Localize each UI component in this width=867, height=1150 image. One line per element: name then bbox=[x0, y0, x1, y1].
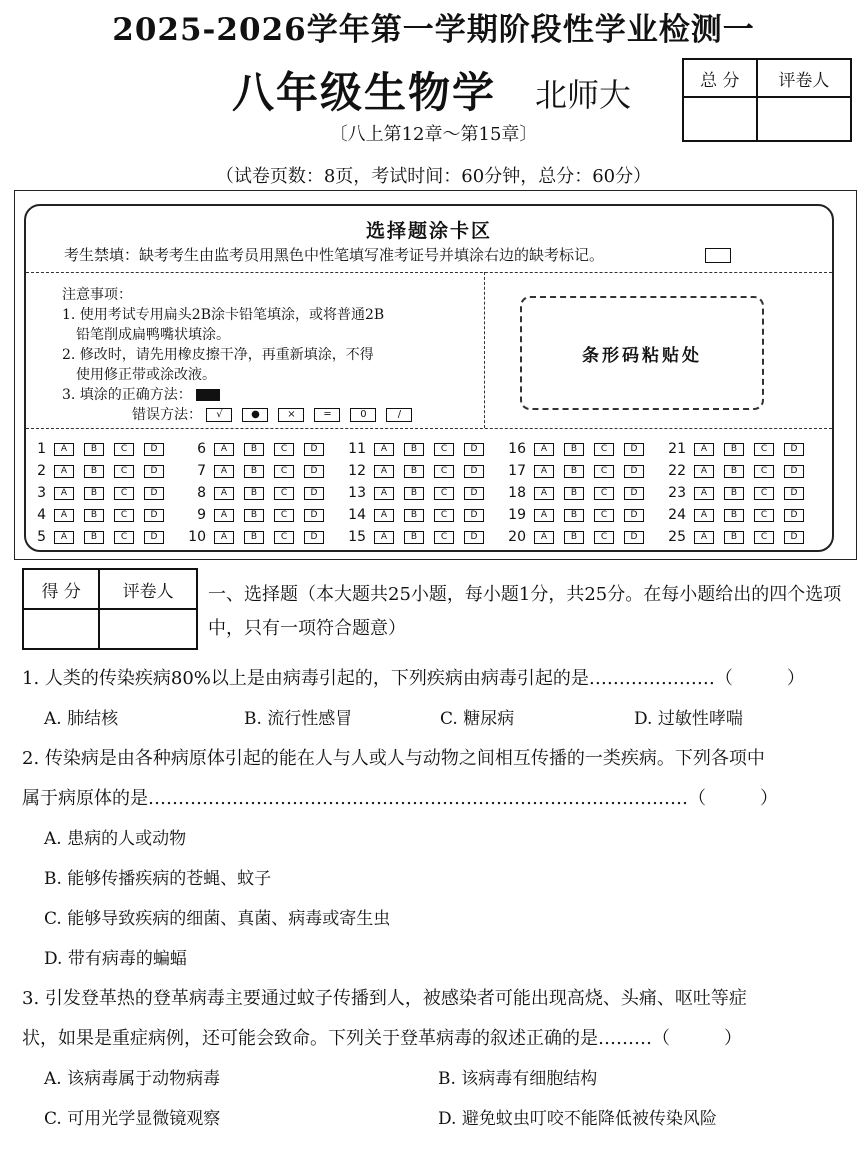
total-score-table bbox=[682, 58, 852, 142]
absent-notice: 考生禁填：缺考考生由监考员用黑色中性笔填写准考证号并填涂右边的缺考标记。 bbox=[64, 246, 605, 264]
q2-option-b[interactable]: B. 能够传播疾病的苍蝇、蚊子 bbox=[44, 869, 272, 889]
bubble-q16-a[interactable]: A bbox=[534, 443, 554, 456]
bubble-q13-c[interactable]: C bbox=[434, 487, 454, 500]
bubble-q19-a[interactable]: A bbox=[534, 509, 554, 522]
bubble-q10-d[interactable]: D bbox=[304, 531, 324, 544]
bubble-q18-d[interactable]: D bbox=[624, 487, 644, 500]
bubble-q13-b[interactable]: B bbox=[404, 487, 424, 500]
section-grader-label: 评卷人 bbox=[99, 569, 197, 609]
bubble-q5-a[interactable]: A bbox=[54, 531, 74, 544]
notes-block bbox=[62, 285, 422, 425]
bubble-q6-d[interactable]: D bbox=[304, 443, 324, 456]
bubble-q1-b[interactable]: B bbox=[84, 443, 104, 456]
bubble-row-q5 bbox=[18, 529, 174, 545]
bubble-q24-c[interactable]: C bbox=[754, 509, 774, 522]
bubble-q4-b[interactable]: B bbox=[84, 509, 104, 522]
bubble-question-number: 6 bbox=[197, 441, 206, 457]
edition-label: 北师大 bbox=[535, 76, 632, 114]
note-line: 铅笔削成扁鸭嘴状填涂。 bbox=[76, 327, 230, 343]
bubble-q17-c[interactable]: C bbox=[594, 465, 614, 478]
bubble-q14-b[interactable]: B bbox=[404, 509, 424, 522]
bubble-row-q18 bbox=[498, 485, 654, 501]
divider-dashed bbox=[26, 272, 832, 273]
bubble-row-q12 bbox=[338, 463, 494, 479]
q3-option-b[interactable]: B. 该病毒有细胞结构 bbox=[438, 1069, 598, 1089]
bubble-question-number: 1 bbox=[37, 441, 46, 457]
q2-option-c[interactable]: C. 能够导致疾病的细菌、真菌、病毒或寄生虫 bbox=[44, 909, 391, 929]
bubble-question-number: 15 bbox=[348, 529, 366, 545]
bubble-q5-d[interactable]: D bbox=[144, 531, 164, 544]
bubble-row-q16 bbox=[498, 441, 654, 457]
wrong-mark-circle-icon: 0 bbox=[350, 408, 376, 422]
bubble-q4-d[interactable]: D bbox=[144, 509, 164, 522]
wrong-mark-cross-icon: × bbox=[278, 408, 304, 422]
question-2-stem-line2: 属于病原体的是………………………………………………………………………………（ ） bbox=[22, 788, 778, 809]
q1-option-a[interactable]: A. 肺结核 bbox=[44, 709, 119, 729]
bubble-q16-b[interactable]: B bbox=[564, 443, 584, 456]
bubble-question-number: 25 bbox=[668, 529, 686, 545]
bubble-question-number: 2 bbox=[37, 463, 46, 479]
bubble-q2-c[interactable]: C bbox=[114, 465, 134, 478]
bubble-q20-a[interactable]: A bbox=[534, 531, 554, 544]
exam-title: 2025-2026学年第一学期阶段性学业检测一 bbox=[112, 12, 755, 48]
divider-dashed-vertical bbox=[484, 272, 485, 428]
bubble-q25-b[interactable]: B bbox=[724, 531, 744, 544]
bubble-row-q11 bbox=[338, 441, 494, 457]
bubble-q18-b[interactable]: B bbox=[564, 487, 584, 500]
bubble-q25-c[interactable]: C bbox=[754, 531, 774, 544]
bubble-q1-d[interactable]: D bbox=[144, 443, 164, 456]
bubble-q15-b[interactable]: B bbox=[404, 531, 424, 544]
bubble-q2-a[interactable]: A bbox=[54, 465, 74, 478]
bubble-q18-c[interactable]: C bbox=[594, 487, 614, 500]
bubble-row-q14 bbox=[338, 507, 494, 523]
bubble-row-q21 bbox=[658, 441, 814, 457]
wrong-method-label: 错误方法： bbox=[132, 407, 202, 423]
bubble-q3-a[interactable]: A bbox=[54, 487, 74, 500]
bubble-question-number: 10 bbox=[188, 529, 206, 545]
section-heading: 一、选择题（本大题共25小题，每小题1分，共25分。在每小题给出的四个选项中，只有一项符合题意） bbox=[208, 584, 842, 639]
chapter-range: 〔八上第12章～第15章〕 bbox=[329, 124, 538, 145]
bubble-q15-c[interactable]: C bbox=[434, 531, 454, 544]
bubble-q11-b[interactable]: B bbox=[404, 443, 424, 456]
bubble-q12-a[interactable]: A bbox=[374, 465, 394, 478]
bubble-q23-a[interactable]: A bbox=[694, 487, 714, 500]
correct-fill-sample bbox=[196, 389, 220, 401]
section-grader-cell[interactable] bbox=[99, 609, 197, 649]
q1-option-c[interactable]: C. 糖尿病 bbox=[440, 709, 515, 729]
bubble-q8-c[interactable]: C bbox=[274, 487, 294, 500]
bubble-q20-d[interactable]: D bbox=[624, 531, 644, 544]
bubble-q3-d[interactable]: D bbox=[144, 487, 164, 500]
bubble-row-q25 bbox=[658, 529, 814, 545]
q3-option-d[interactable]: D. 避免蚊虫叮咬不能降低被传染风险 bbox=[438, 1109, 717, 1129]
q3-option-c[interactable]: C. 可用光学显微镜观察 bbox=[44, 1109, 221, 1129]
bubble-q8-a[interactable]: A bbox=[214, 487, 234, 500]
bubble-q17-a[interactable]: A bbox=[534, 465, 554, 478]
bubble-row-q7 bbox=[178, 463, 334, 479]
bubble-q21-d[interactable]: D bbox=[784, 443, 804, 456]
bubble-q20-c[interactable]: C bbox=[594, 531, 614, 544]
bubble-q15-a[interactable]: A bbox=[374, 531, 394, 544]
exam-info: （试卷页数：8页，考试时间：60分钟，总分：60分） bbox=[215, 166, 652, 187]
wrong-mark-slash-icon: / bbox=[386, 408, 412, 422]
note-line: 使用修正带或涂改液。 bbox=[76, 367, 216, 383]
question-1-stem: 1. 人类的传染疾病80%以上是由病毒引起的，下列疾病由病毒引起的是…………………（ ） bbox=[22, 668, 805, 689]
bubble-row-q22 bbox=[658, 463, 814, 479]
q2-option-a[interactable]: A. 患病的人或动物 bbox=[44, 829, 187, 849]
bubble-q14-c[interactable]: C bbox=[434, 509, 454, 522]
bubble-q9-d[interactable]: D bbox=[304, 509, 324, 522]
answer-card-title: 选择题涂卡区 bbox=[365, 220, 492, 242]
question-3-stem-line2: 状，如果是重症病例，还可能会致命。下列关于登革病毒的叙述正确的是………（ ） bbox=[22, 1028, 742, 1049]
bubble-row-q23 bbox=[658, 485, 814, 501]
question-2-stem-line1: 2. 传染病是由各种病原体引起的能在人与人或人与动物之间相互传播的一类疾病。下列各项中 bbox=[22, 748, 765, 769]
note-line-wrong bbox=[62, 405, 422, 425]
bubble-q21-a[interactable]: A bbox=[694, 443, 714, 456]
subject-title: 八年级生物学 bbox=[232, 68, 497, 117]
bubble-question-number: 11 bbox=[348, 441, 366, 457]
bubble-row-q2 bbox=[18, 463, 174, 479]
bubble-row-q15 bbox=[338, 529, 494, 545]
bubble-q5-b[interactable]: B bbox=[84, 531, 104, 544]
bubble-q7-d[interactable]: D bbox=[304, 465, 324, 478]
bubble-q11-d[interactable]: D bbox=[464, 443, 484, 456]
bubble-q19-d[interactable]: D bbox=[624, 509, 644, 522]
wrong-mark-line-icon: ═ bbox=[314, 408, 340, 422]
bubble-q13-d[interactable]: D bbox=[464, 487, 484, 500]
absent-mark-box[interactable] bbox=[705, 248, 731, 263]
bubble-q8-d[interactable]: D bbox=[304, 487, 324, 500]
bubble-q22-a[interactable]: A bbox=[694, 465, 714, 478]
bubble-question-number: 14 bbox=[348, 507, 366, 523]
bubble-row-q6 bbox=[178, 441, 334, 457]
bubble-q22-c[interactable]: C bbox=[754, 465, 774, 478]
note-line: 2. 修改时，请先用橡皮擦干净，再重新填涂，不得 bbox=[62, 347, 374, 363]
q1-option-b[interactable]: B. 流行性感冒 bbox=[244, 709, 353, 729]
bubble-q14-a[interactable]: A bbox=[374, 509, 394, 522]
bubble-q21-b[interactable]: B bbox=[724, 443, 744, 456]
bubble-question-number: 20 bbox=[508, 529, 526, 545]
bubble-q1-c[interactable]: C bbox=[114, 443, 134, 456]
bubble-q10-a[interactable]: A bbox=[214, 531, 234, 544]
bubble-q18-a[interactable]: A bbox=[534, 487, 554, 500]
bubble-q12-b[interactable]: B bbox=[404, 465, 424, 478]
bubble-row-q4 bbox=[18, 507, 174, 523]
divider-dashed bbox=[26, 428, 832, 429]
barcode-area: 条形码粘贴处 bbox=[520, 296, 764, 410]
bubble-q24-b[interactable]: B bbox=[724, 509, 744, 522]
grader-cell[interactable] bbox=[757, 97, 851, 141]
bubble-q3-b[interactable]: B bbox=[84, 487, 104, 500]
bubble-q7-c[interactable]: C bbox=[274, 465, 294, 478]
bubble-q8-b[interactable]: B bbox=[244, 487, 264, 500]
bubble-question-number: 7 bbox=[197, 463, 206, 479]
bubble-q24-d[interactable]: D bbox=[784, 509, 804, 522]
bubble-q4-c[interactable]: C bbox=[114, 509, 134, 522]
bubble-row-q9 bbox=[178, 507, 334, 523]
bubble-q1-a[interactable]: A bbox=[54, 443, 74, 456]
bubble-q3-c[interactable]: C bbox=[114, 487, 134, 500]
bubble-q10-b[interactable]: B bbox=[244, 531, 264, 544]
bubble-q12-c[interactable]: C bbox=[434, 465, 454, 478]
bubble-q16-d[interactable]: D bbox=[624, 443, 644, 456]
bubble-q10-c[interactable]: C bbox=[274, 531, 294, 544]
bubble-q20-b[interactable]: B bbox=[564, 531, 584, 544]
bubble-row-q8 bbox=[178, 485, 334, 501]
bubble-question-number: 18 bbox=[508, 485, 526, 501]
bubble-question-number: 12 bbox=[348, 463, 366, 479]
q1-option-d[interactable]: D. 过敏性哮喘 bbox=[634, 709, 743, 729]
bubble-q21-c[interactable]: C bbox=[754, 443, 774, 456]
bubble-question-number: 13 bbox=[348, 485, 366, 501]
bubble-q24-a[interactable]: A bbox=[694, 509, 714, 522]
bubble-q14-d[interactable]: D bbox=[464, 509, 484, 522]
bubble-q4-a[interactable]: A bbox=[54, 509, 74, 522]
note-line: 1. 使用考试专用扁头2B涂卡铅笔填涂，或将普通2B bbox=[62, 307, 385, 323]
bubble-row-q20 bbox=[498, 529, 654, 545]
bubble-q12-d[interactable]: D bbox=[464, 465, 484, 478]
bubble-q22-d[interactable]: D bbox=[784, 465, 804, 478]
bubble-row-q19 bbox=[498, 507, 654, 523]
bubble-q23-d[interactable]: D bbox=[784, 487, 804, 500]
q2-option-d[interactable]: D. 带有病毒的蝙蝠 bbox=[44, 949, 187, 969]
bubble-q9-b[interactable]: B bbox=[244, 509, 264, 522]
bubble-question-number: 4 bbox=[37, 507, 46, 523]
bubble-q17-b[interactable]: B bbox=[564, 465, 584, 478]
bubble-question-number: 21 bbox=[668, 441, 686, 457]
bubble-q15-d[interactable]: D bbox=[464, 531, 484, 544]
bubble-q17-d[interactable]: D bbox=[624, 465, 644, 478]
bubble-q6-b[interactable]: B bbox=[244, 443, 264, 456]
grader-label: 评卷人 bbox=[757, 59, 851, 97]
total-score-cell[interactable] bbox=[683, 97, 757, 141]
bubble-q5-c[interactable]: C bbox=[114, 531, 134, 544]
bubble-q2-d[interactable]: D bbox=[144, 465, 164, 478]
correct-method-label: 3. 填涂的正确方法： bbox=[62, 387, 192, 403]
bubble-row-q24 bbox=[658, 507, 814, 523]
wrong-mark-check-icon: √ bbox=[206, 408, 232, 422]
bubble-row-q10 bbox=[178, 529, 334, 545]
bubble-row-q1 bbox=[18, 441, 174, 457]
bubble-question-number: 3 bbox=[37, 485, 46, 501]
section-score-cell[interactable] bbox=[23, 609, 99, 649]
bubble-q13-a[interactable]: A bbox=[374, 487, 394, 500]
bubble-question-number: 17 bbox=[508, 463, 526, 479]
bubble-q11-a[interactable]: A bbox=[374, 443, 394, 456]
bubble-question-number: 23 bbox=[668, 485, 686, 501]
bubble-question-number: 9 bbox=[197, 507, 206, 523]
bubble-question-number: 24 bbox=[668, 507, 686, 523]
bubble-q7-a[interactable]: A bbox=[214, 465, 234, 478]
bubble-question-number: 22 bbox=[668, 463, 686, 479]
bubble-question-number: 5 bbox=[37, 529, 46, 545]
bubble-q6-c[interactable]: C bbox=[274, 443, 294, 456]
total-score-label: 总 分 bbox=[683, 59, 757, 97]
bubble-q25-d[interactable]: D bbox=[784, 531, 804, 544]
bubble-q9-a[interactable]: A bbox=[214, 509, 234, 522]
bubble-row-q13 bbox=[338, 485, 494, 501]
bubble-question-number: 8 bbox=[197, 485, 206, 501]
bubble-question-number: 16 bbox=[508, 441, 526, 457]
bubble-question-number: 19 bbox=[508, 507, 526, 523]
bubble-q23-c[interactable]: C bbox=[754, 487, 774, 500]
bubble-q16-c[interactable]: C bbox=[594, 443, 614, 456]
section-score-table bbox=[22, 568, 198, 650]
bubble-q6-a[interactable]: A bbox=[214, 443, 234, 456]
bubble-row-q3 bbox=[18, 485, 174, 501]
bubble-q9-c[interactable]: C bbox=[274, 509, 294, 522]
section-score-label: 得 分 bbox=[23, 569, 99, 609]
bubble-q25-a[interactable]: A bbox=[694, 531, 714, 544]
wrong-mark-dot-icon: ● bbox=[242, 408, 268, 422]
note-line-correct bbox=[62, 385, 422, 405]
bubble-q7-b[interactable]: B bbox=[244, 465, 264, 478]
bubble-q19-b[interactable]: B bbox=[564, 509, 584, 522]
q3-option-a[interactable]: A. 该病毒属于动物病毒 bbox=[44, 1069, 221, 1089]
bubble-q2-b[interactable]: B bbox=[84, 465, 104, 478]
bubble-q19-c[interactable]: C bbox=[594, 509, 614, 522]
question-3-stem-line1: 3. 引发登革热的登革病毒主要通过蚊子传播到人，被感染者可能出现高烧、头痛、呕吐等症 bbox=[22, 988, 747, 1009]
bubble-row-q17 bbox=[498, 463, 654, 479]
bubble-q22-b[interactable]: B bbox=[724, 465, 744, 478]
notes-title: 注意事项： bbox=[62, 287, 132, 303]
bubble-q23-b[interactable]: B bbox=[724, 487, 744, 500]
bubble-q11-c[interactable]: C bbox=[434, 443, 454, 456]
